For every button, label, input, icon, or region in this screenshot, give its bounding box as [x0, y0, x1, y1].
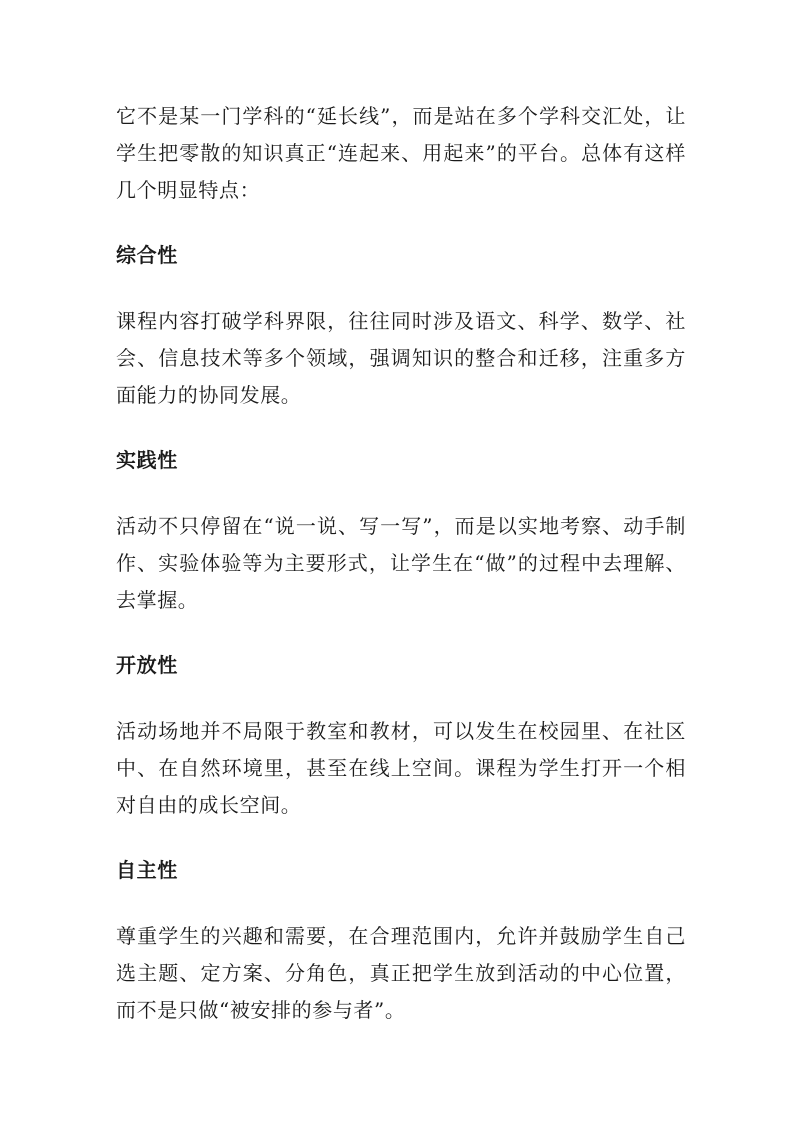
spacer — [116, 619, 686, 647]
spacer — [116, 479, 686, 508]
section-heading-autonomy: 自主性 — [116, 858, 178, 882]
section-body-comprehensive: 课程内容打破学科界限，往往同时涉及语文、科学、数学、社会、信息技术等多个领域，强调知识的整合和迁移，注重多方面能力的协同发展。 — [116, 309, 686, 407]
spacer — [116, 889, 686, 918]
section-body-autonomy: 尊重学生的兴趣和需要，在合理范围内，允许并鼓励学生自己选主题、定方案、分角色，真正把学生放到活动的中心位置，而不是只做“被安排的参与者”。 — [116, 924, 686, 1022]
section-heading-practical: 实践性 — [116, 448, 178, 472]
document-page — [116, 98, 686, 1029]
intro-paragraph: 它不是某一门学科的“延长线”，而是站在多个学科交汇处，让学生把零散的知识真正“连起来、用起来”的平台。总体有这样几个明显特点： — [116, 104, 686, 202]
spacer — [116, 824, 686, 852]
spacer — [116, 209, 686, 237]
section-heading-openness: 开放性 — [116, 653, 178, 677]
section-body-practical: 活动不只停留在“说一说、写一写”，而是以实地考察、动手制作、实验体验等为主要形式，让学生在“做”的过程中去理解、去掌握。 — [116, 514, 686, 612]
section-body-openness: 活动场地并不局限于教室和教材，可以发生在校园里、在社区中、在自然环境里，甚至在线上空间。课程为学生打开一个相对自由的成长空间。 — [116, 719, 686, 817]
spacer — [116, 274, 686, 303]
spacer — [116, 684, 686, 713]
spacer — [116, 414, 686, 442]
section-heading-comprehensive: 综合性 — [116, 243, 178, 267]
